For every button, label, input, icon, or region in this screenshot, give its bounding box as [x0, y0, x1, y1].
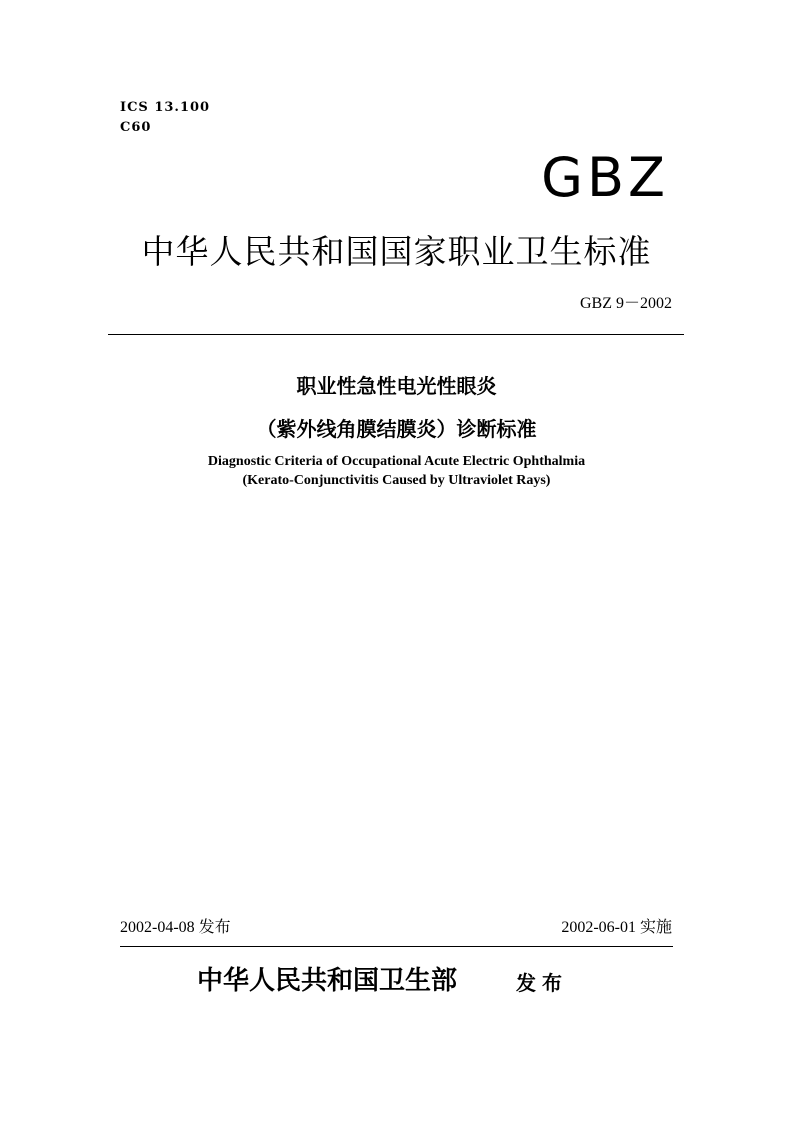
title-en-line1: Diagnostic Criteria of Occupational Acute Electric Ophthalmia: [207, 454, 586, 469]
issue-date: 2002-04-08 发布: [120, 919, 231, 936]
ics-code: ICS 13.100: [120, 100, 211, 115]
title-en-line2: (Kerato-Conjunctivitis Caused by Ultraviolet Rays): [242, 473, 551, 488]
classification-codes: [120, 98, 210, 138]
standard-number: GBZ 9－2002: [579, 295, 672, 312]
effective-date: 2002-06-01 实施: [561, 919, 672, 936]
issued-label: 发布: [516, 971, 568, 995]
header-divider: [108, 334, 684, 335]
ccs-code: C60: [120, 120, 152, 135]
issuing-authority: 中华人民共和国卫生部: [197, 966, 458, 996]
title-zh-line2: （紫外线角膜结膜炎）诊断标准: [256, 417, 537, 441]
standard-category-title: 中华人民共和国国家职业卫生标准: [141, 232, 652, 271]
footer-divider: [120, 946, 673, 947]
title-zh-line1: 职业性急性电光性眼炎: [296, 374, 497, 398]
gbz-logo: GBZ: [541, 146, 669, 209]
